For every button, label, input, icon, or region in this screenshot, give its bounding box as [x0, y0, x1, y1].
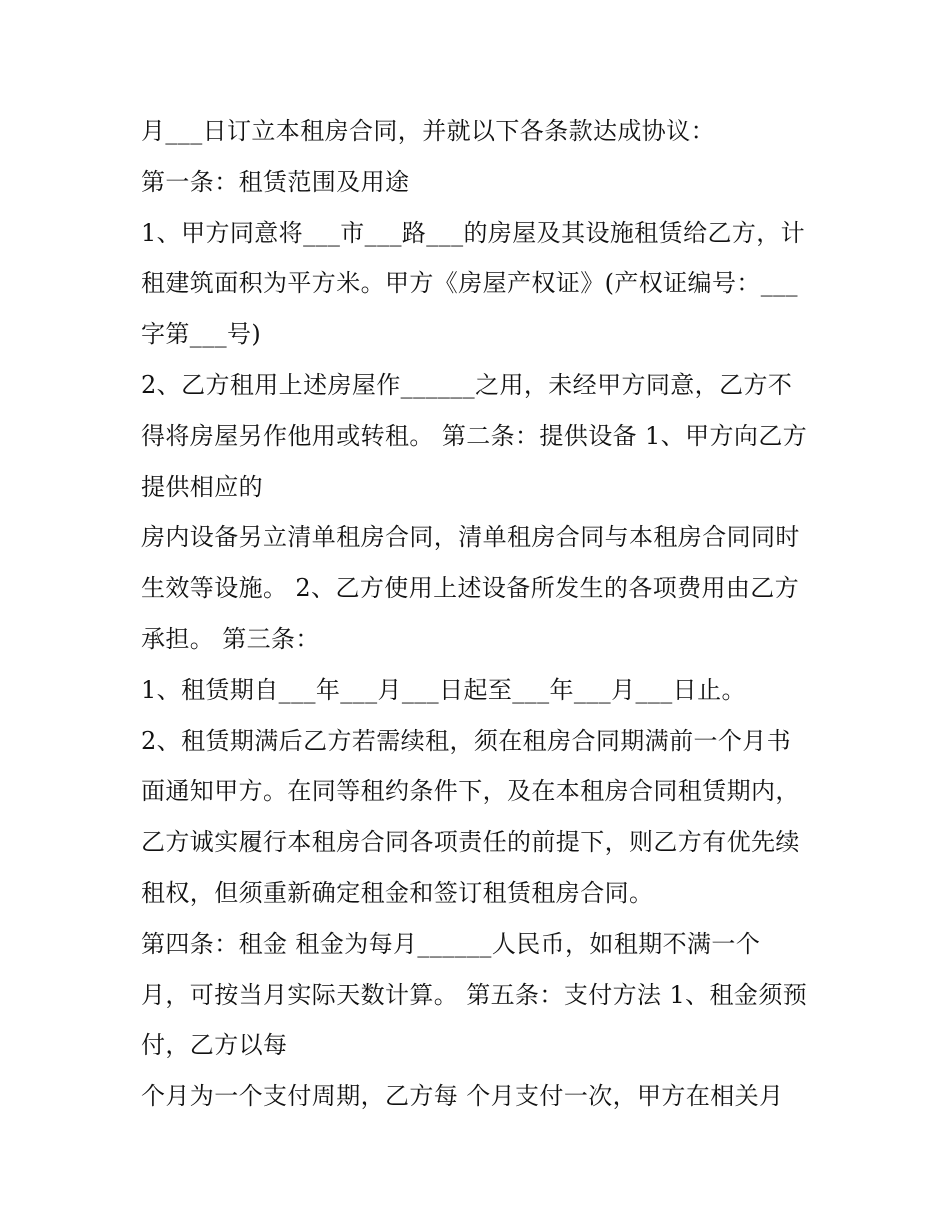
text-line: 面通知甲方。在同等租约条件下，及在本租房合同租赁期内，: [141, 777, 800, 806]
article-heading: 第一条：租赁范围及用途: [141, 167, 410, 196]
text-line: 1、租赁期自___年___月___日起至___年___月___日止。: [141, 675, 746, 704]
text-line: 2、租赁期满后乙方若需续租，须在租房合同期满前一个月书: [141, 726, 792, 755]
text-line: 月___日订立本租房合同，并就以下各条款达成协议：: [141, 117, 715, 145]
contract-text: [141, 106, 841, 1122]
text-line: 月，可按当月实际天数计算。 第五条：支付方法 1、租金须预: [141, 980, 808, 1009]
text-line: 提供相应的: [141, 472, 263, 501]
text-line: 租权，但须重新确定租金和签订租赁租房合同。: [141, 878, 654, 907]
text-line: 乙方诚实履行本租房合同各项责任的前提下，则乙方有优先续: [141, 828, 800, 857]
text-line: 付，乙方以每: [141, 1031, 288, 1060]
text-line: 个月为一个支付周期，乙方每 个月支付一次，甲方在相关月: [141, 1082, 784, 1111]
text-line: 第四条：租金 租金为每月______人民币，如租期不满一个: [141, 929, 761, 958]
text-line: 房内设备另立清单租房合同，清单租房合同与本租房合同同时: [141, 523, 800, 552]
text-line: 2、乙方租用上述房屋作______之用，未经甲方同意，乙方不: [141, 370, 793, 399]
text-line: 字第___号): [141, 320, 262, 349]
text-line: 承担。 第三条：: [141, 624, 320, 653]
text-line: 1、甲方同意将___市___路___的房屋及其设施租赁给乙方，计: [141, 218, 806, 247]
text-line: 得将房屋另作他用或转租。 第二条：提供设备 1、甲方向乙方: [141, 421, 808, 450]
text-line: 生效等设施。 2、乙方使用上述设备所发生的各项费用由乙方: [141, 574, 800, 603]
text-line: 租建筑面积为平方米。甲方《房屋产权证》(产权证编号：___: [141, 269, 798, 298]
